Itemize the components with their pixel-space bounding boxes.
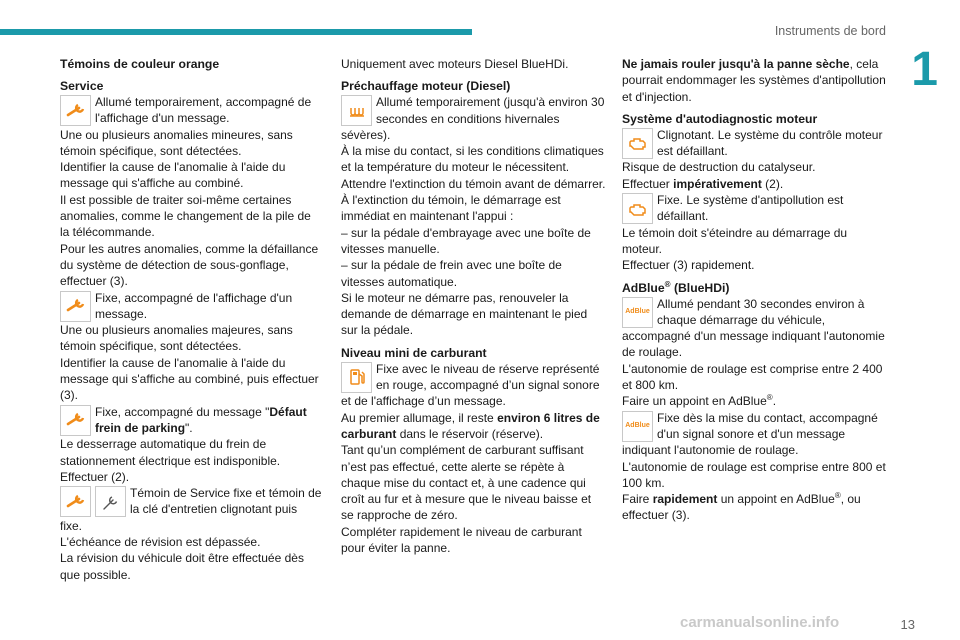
indicator-fuel-level: Fixe avec le niveau de réserve représenté en rouge, accompagné d’un signal sonore et de l'affichage d’un message. [341,361,600,409]
wrench-icon [60,486,91,517]
wrench-icon [60,405,91,436]
adblue-icon: AdBlue [622,411,653,442]
service-heading: Service [60,79,104,93]
indicator-service-maintenance-key: Témoin de Service fixe et témoin de la clé d'entretien clignotant puis fixe. [60,486,322,533]
maintenance-key-icon [95,486,126,517]
preheating-heading: Préchauffage moteur (Diesel) [341,79,511,94]
fuel-pump-icon [341,362,372,393]
adblue-icon: AdBlue [622,297,653,328]
indicator-adblue-30s: AdBlue Allumé pendant 30 secondes environ à chaque démarrage du véhicule, accompagné d'un message indiquant l'autonomie de roulage. [622,296,885,360]
top-accent-bar [0,29,472,35]
column-1: Témoins de couleur orange Service Allumé temporairement, accompagné de l'affichage d'un message. Une ou plusieurs anomalies mineures, sans témoin spécifique, sont détectées. Identifier la cause de l'anomalie à l'aide du message qui s'affiche au combiné. Il est possible de traiter soi-même certaines anomalies, comme le changement de la pile de la télécommande. Pour les autres anomalies, comme la défaillance du système de détection de sous-gonflage, effectuer (3). Fixe, accompagné de l'affichage d'un message. Une ou plusieurs anomalies majeures, sans témoin spécifique, sont détectées. Identifier la cause de l'anomalie à l'aide du message qui s'affiche au combiné, puis effectuer (3). Fixe, accompagné du message "Défaut frein de parking". Le desserrage automatique du frein de stationnement électrique est indisponible. Effectuer (2). Témoin de Service fixe et témoin de la clé d'entretien clignotant puis fixe. L'échéance de révision est dépassée. La révision du véhicule doit être effectuée dès que possible. [60,57,322,582]
indicator-engine-fixed: Fixe. Le système d'antipollution est défaillant. [622,192,887,225]
wrench-icon [60,95,91,126]
indicator-engine-flashing: Clignotant. Le système du contrôle moteur est défaillant. [622,127,887,160]
indicator-service-fixed: Fixe, accompagné de l'affichage d'un message. [60,290,322,323]
section-title: Témoins de couleur orange [60,57,220,71]
wrench-icon [60,291,91,322]
fuel-level-heading: Niveau mini de carburant [341,345,487,360]
column-2: Uniquement avec moteurs Diesel BlueHDi. Préchauffage moteur (Diesel) Allumé temporairement (jusqu'à environ 30 secondes en conditions hivernales sévères). À la mise du contact, si les conditions climatiques et la température du moteur le nécessitent. Attendre l'extinction du témoin avant de démarrer. À l'extinction du témoin, le démarrage est immédiat en maintenant l'appui : – sur la pédale d'embrayage avec une boîte de vitesses manuelle. – sur la pédale de frein avec une boîte de vitesses automatique. Si le moteur ne démarre pas, renouveler la demande de démarrage en maintenant le pied sur la pédale. Niveau mini de carburant Fixe avec le niveau de réserve représenté en rouge, accompagné d’un signal sonore et de l'affichage d’un message. Au premier allumage, il reste environ 6 litres de carburant dans le réservoir (réserve). Tant qu’un complément de carburant suffisant n’est pas effectué, cette alerte se répète à chaque mise du contact et, à une cadence qui croît au fur et à mesure que le niveau baisse et se rapproche de zéro. Compléter rapidement le niveau de carburant pour éviter la panne. [341,57,606,556]
glow-plug-icon [341,95,372,126]
indicator-adblue-fixed: AdBlue Fixe dès la mise du contact, accompagné d'un signal sonore et d'un message indiquant l'autonomie de roulage. [622,410,878,458]
indicator-service-temporary: Allumé temporairement, accompagné de l'affichage d'un message. [60,94,322,127]
indicator-preheating: Allumé temporairement (jusqu'à environ 30 secondes en conditions hivernales sévères). [341,95,605,142]
chapter-number: 1 [911,43,938,96]
column-3: Ne jamais rouler jusqu'à la panne sèche, cela pourrait endommager les systèmes d'antipollution et d'injection. Système d'autodiagnostic moteur Clignotant. Le système du contrôle moteur est défaillant. Risque de destruction du catalyseur. Effectuer impérativement (2). Fixe. Le système d'antipollution est défaillant. Le témoin doit s'éteindre au démarrage du moteur. Effectuer (3) rapidement. AdBlue® (BlueHDi) AdBlue Allumé pendant 30 secondes environ à chaque démarrage du véhicule, accompagné d'un message indiquant l'autonomie de roulage. L'autonomie de roulage est comprise entre 2 400 et 800 km. Faire un appoint en AdBlue®. AdBlue Fixe dès la mise du contact, accompagné d'un signal sonore et d'un message indiquant l'autonomie de roulage. L'autonomie de roulage est comprise entre 800 et 100 km. Faire rapidement un appoint en AdBlue®, ou effectuer (3). [622,57,886,523]
page-number: 13 [900,617,915,632]
engine-diagnostic-heading: Système d'autodiagnostic moteur [622,111,818,126]
engine-icon [622,193,653,224]
section-header: Instruments de bord [774,24,886,38]
engine-icon [622,128,653,159]
indicator-service-parking-brake: Fixe, accompagné du message "Défaut frein de parking". [60,404,322,437]
watermark: carmanualsonline.info [680,614,840,631]
adblue-heading: AdBlue® (BlueHDi) [622,279,730,295]
